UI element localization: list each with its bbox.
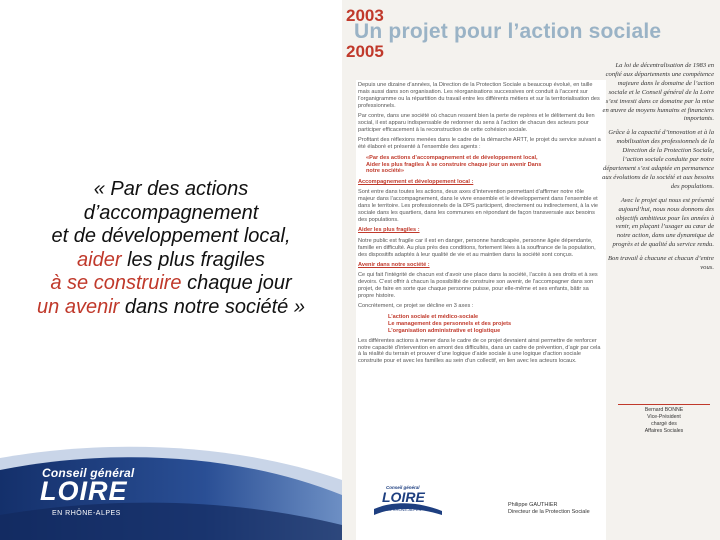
quote-line-4-rest: les plus fragiles — [121, 248, 265, 271]
paragraph: Sont entre dans toutes les actions, deux axes d’intervention permettant d’affirmer notre rôle majeur dans l’accompagnement, dans le vivre ensemble et le développement dans l’ensemble et dans le territoire. Les professionnels de la DPS participent, directement ou indirectement, à la vie sociale dans les quartiers, dans les communes en répondant de façon transversale aux besoins des populations. — [358, 189, 599, 223]
footer-wave-band — [0, 440, 342, 540]
year-end: 2005 — [346, 42, 384, 61]
document-title: Un projet pour l’action sociale — [354, 20, 662, 43]
paragraph: Ce qui fait l’intégrité de chacun est d’avoir une place dans la société, l’accès à ses droits et à ses devoirs. C’est offrir à chacun la possibilité de construire son avenir, de l’accompagner dans son projet, de faire en sorte que chaque personne puisse, pour elle-même et ses enfants, bâtir sa propre histoire. — [358, 272, 598, 300]
axis-item: L’action sociale et médico-sociale — [388, 313, 479, 320]
paragraph: Concrètement, ce projet se décline en 3 axes : — [358, 303, 474, 310]
document-logo-line-2: LOIRE — [382, 489, 425, 505]
signature-title: Vice-Président — [647, 414, 681, 420]
quote-highlight-avenir: un avenir — [37, 295, 120, 318]
side-paragraph: La loi de décentralisation de 1983 en confié aux départements une compétence majeure dans le domaine de l’action sociale et le Conseil général de la Loire s’est investi dans ce domaine par la mise en œuvre de moyens humains et financiers importants. — [602, 62, 714, 123]
paragraph: Depuis une dizaine d’années, la Direction de la Protection Sociale a beaucoup évolué, en taille mais aussi dans son organisation. Les réorganisations successives ont conduit à l’accent sur l’organigramme ou la répartition du travail entre les différents métiers et sur la territorialisation des professionnels. — [358, 82, 600, 109]
section-heading: Avenir dans notre société : — [358, 261, 430, 268]
quote-highlight-construire: à se construire — [50, 272, 182, 294]
document-main-column — [358, 82, 602, 369]
section-heading: Accompagnement et développement local : — [358, 178, 474, 185]
logo-line-2: LOIRE — [40, 476, 128, 506]
document-logo-line-3: EN RHÔNE-ALPES — [386, 507, 422, 512]
paragraph: Par contre, dans une société où chacun ressent bien la perte de repères et le délitement du lien social, il est apparu indispensable de redonner du sens à l’action de chacun des acteurs pour participer efficacement à la reconstruction de cette cohésion sociale. — [358, 113, 595, 133]
quote-line-1: « Par des actions — [93, 178, 249, 200]
quote-line-6 — [10, 296, 332, 320]
quote-line-6-rest: dans notre société » — [119, 295, 305, 318]
signature-title: Affaires Sociales — [644, 428, 684, 434]
document-logo — [372, 485, 444, 519]
paragraph: Notre public est fragile car il est en danger, personne handicapée, personne âgée dépendante, famille en difficulté. Au plus près des conditions, fortement liées à la souffrance de la population, des dispositifs adaptés à leur qualité de vie et au maintien dans la société sont conçus. — [358, 237, 596, 258]
quote-line-5-rest: chaque jour — [181, 272, 292, 294]
quote-line-5 — [10, 272, 332, 296]
paragraph: Les différentes actions à mener dans le cadre de ce projet devraient ainsi permettre de renforcer notre capacité d’intervention en amont des difficultés, dans un cadre de prévention, d’agir par cela à la réalité du terrain et prouver d’une logique d’aide sociale à une logique d’action sociale construite pour et avec les familles au sein d’un collectif, en lien avec les acteurs locaux. — [358, 337, 601, 365]
conseil-general-logo — [22, 466, 172, 526]
axis-item: Le management des personnels et des projets — [388, 320, 512, 327]
signature-name: Bernard BONNE — [618, 404, 710, 414]
section-heading: Aider les plus fragiles : — [358, 227, 420, 234]
left-panel — [0, 0, 342, 540]
side-paragraph: Grâce à la capacité d’innovation et à la mobilisation des professionnels de la Direction de la Protection Sociale, l’action sociale conduite par notre département s’est adaptée en permanence aux évolutions de la société et aux besoins des populations. — [602, 129, 714, 190]
axes-list — [358, 314, 602, 335]
logo-line-3: EN RHÔNE-ALPES — [52, 510, 121, 517]
director-title: Directeur de la Protection Sociale — [508, 509, 590, 515]
quote-block — [10, 178, 332, 319]
axis-item: L’organisation administrative et logistique — [388, 327, 501, 334]
director-name: Philippe GAUTHIER — [508, 502, 558, 508]
paragraph: Profitant des réflexions menées dans le cadre de la démarche ARTT, le projet du service suivant a été élaboré et présenté à l’ensemble des agents : — [358, 137, 601, 151]
side-paragraph: Bon travail à chacune et chacun d’entre vous. — [608, 255, 714, 272]
signature-title: chargé des — [651, 421, 677, 427]
logo-line-1: Conseil général — [42, 466, 135, 480]
director-block — [508, 502, 590, 516]
side-column — [602, 62, 714, 278]
document-page — [342, 0, 720, 540]
quote-line-3: et de développement local, — [51, 225, 291, 247]
signature-block — [618, 404, 710, 435]
year-start: 2003 — [346, 6, 384, 25]
quote-highlight-aider: aider — [77, 248, 122, 271]
quote-line-2: d’accompagnement — [83, 201, 259, 224]
quote-line-4 — [10, 249, 332, 273]
document-logo-line-1: Conseil général — [386, 485, 420, 490]
side-paragraph: Avec le projet qui nous est présenté aujourd’hui, nous nous donnons des objectifs ambitieux pour les années à venir, en plaçant l’usager au cœur de notre action, dans une dynamique de progrès et de qualité du service rendu. — [612, 196, 714, 249]
motto-text: «Par des actions d’accompagnement et de développement local, Aider les plus fragiles À se construire chaque jour un avenir Dans notre société» — [366, 154, 542, 175]
